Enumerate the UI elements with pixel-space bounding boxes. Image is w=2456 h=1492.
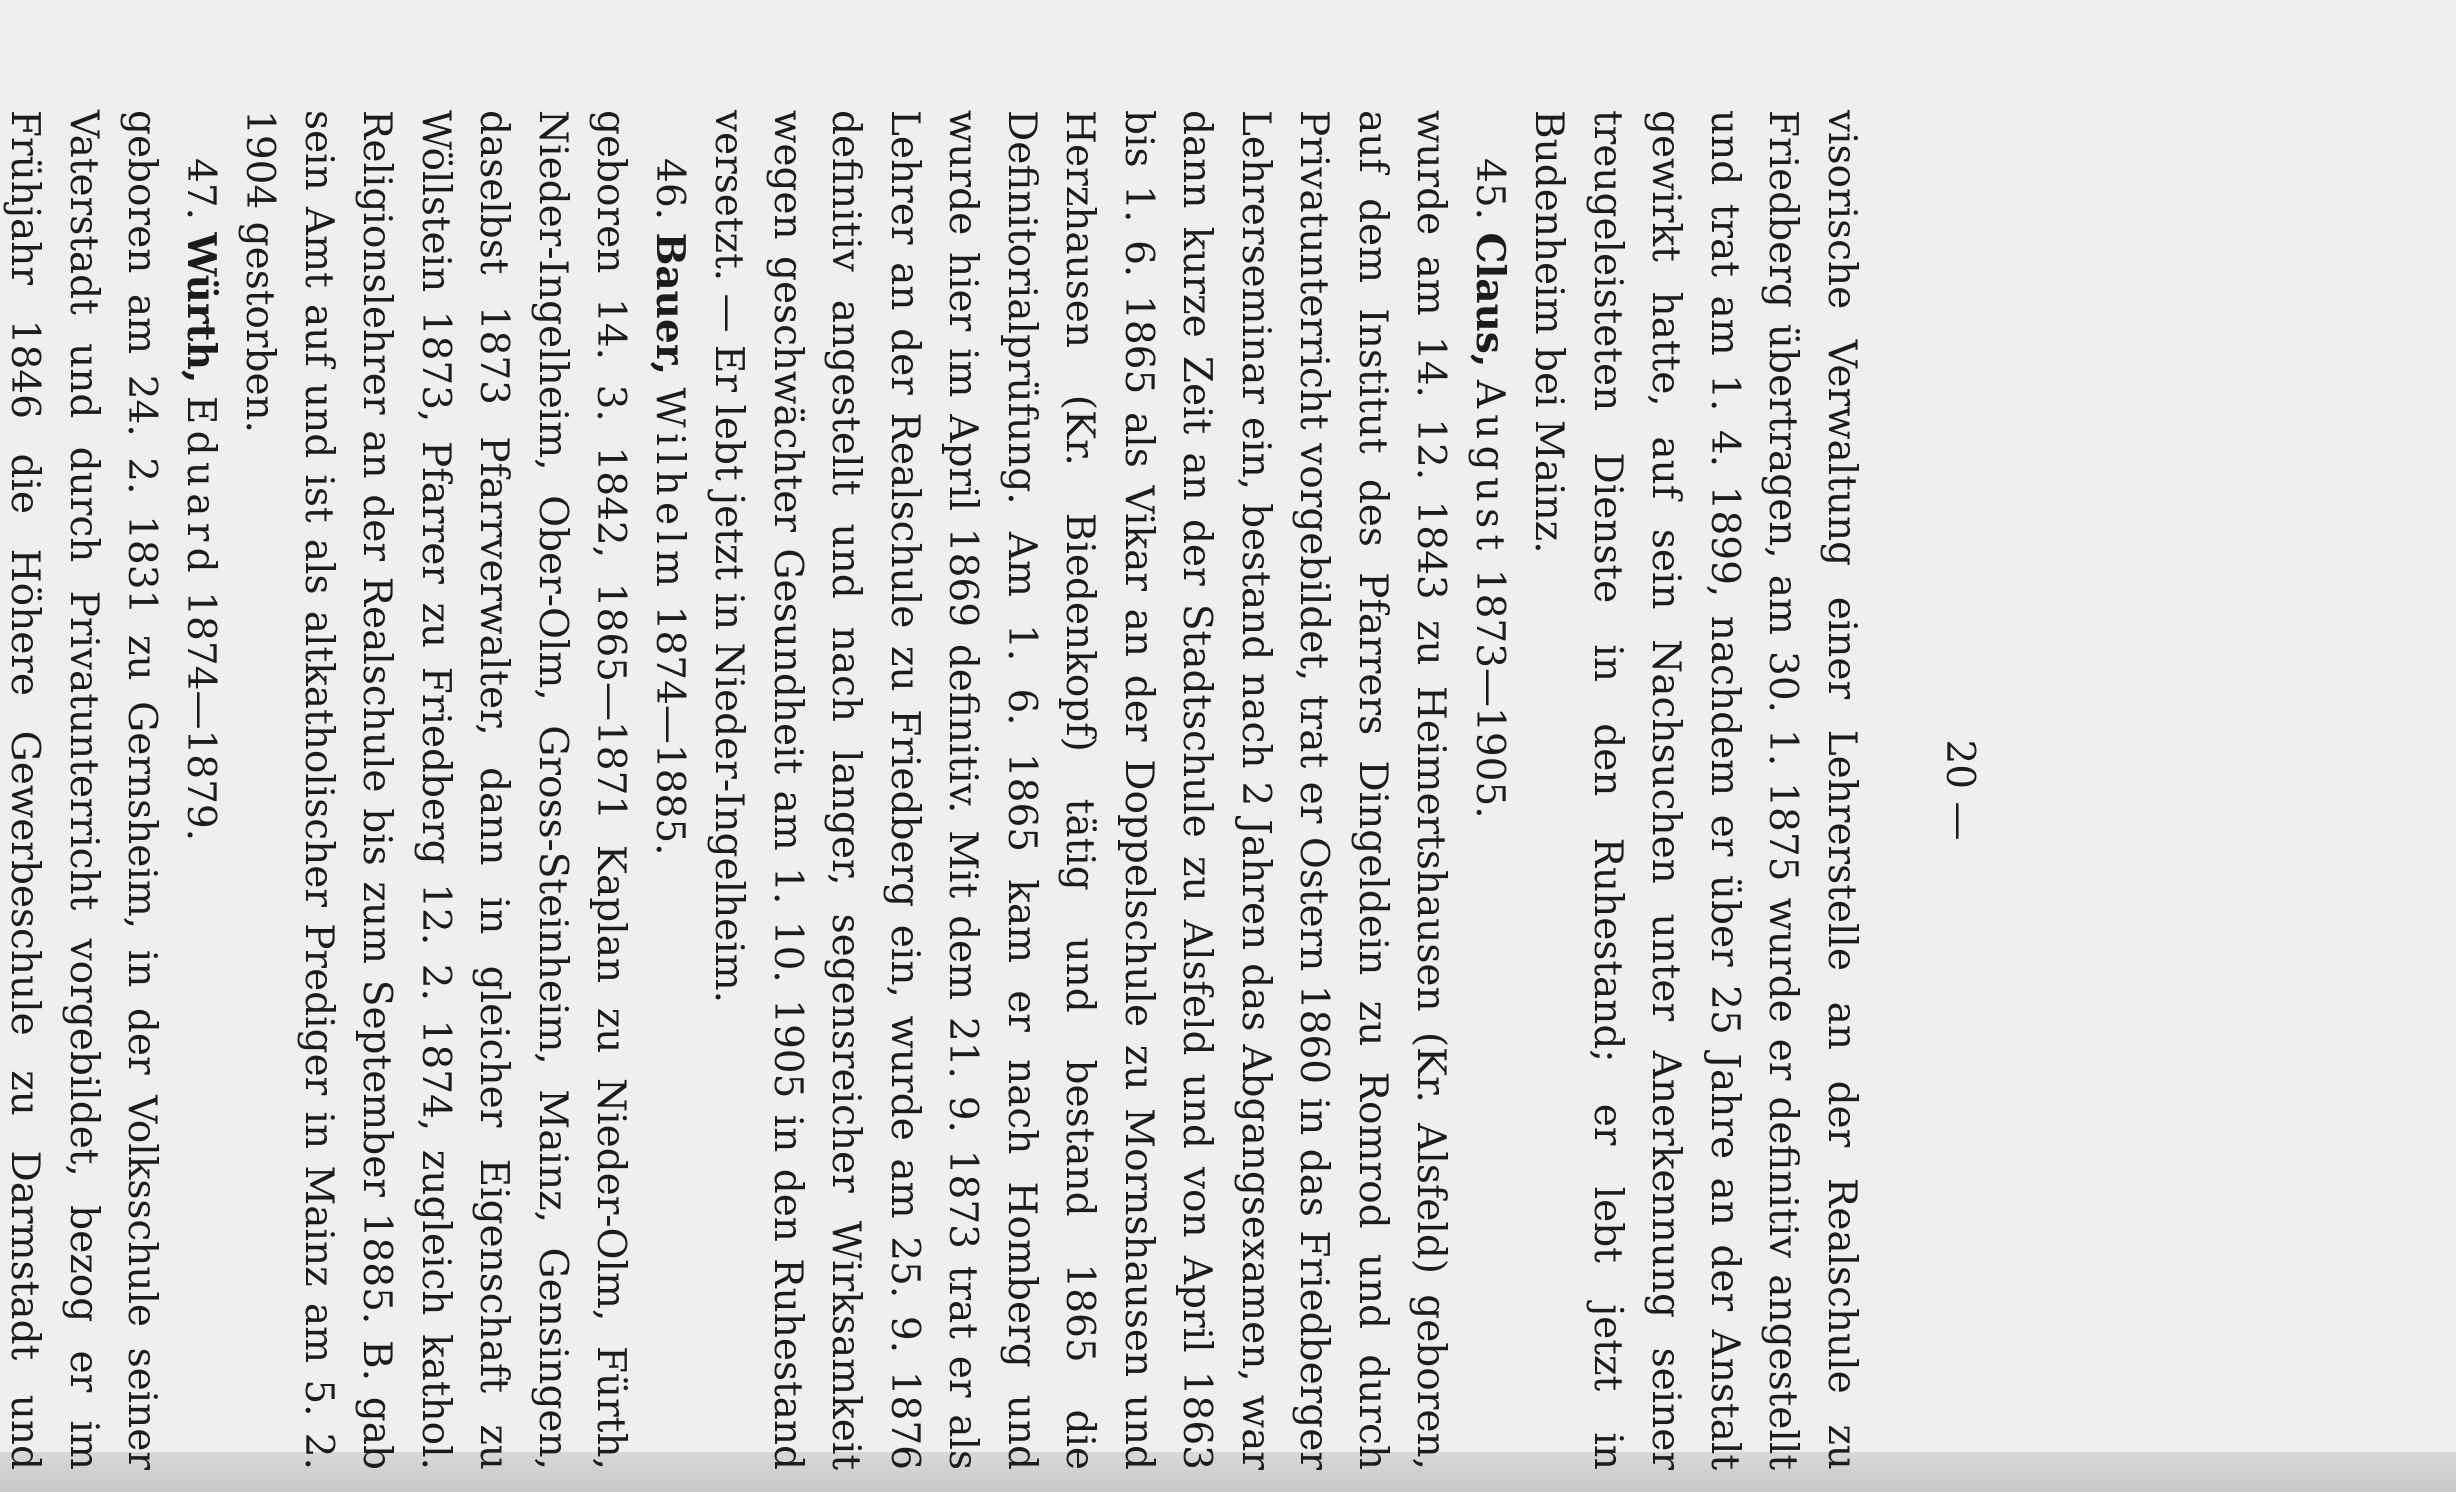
entry-number: 46.: [647, 158, 692, 221]
entry-bauer-text: [230, 110, 640, 1470]
entry-claus-text: [699, 110, 1460, 1470]
entry-text: visorische Verwaltung einer Lehrerstelle an der Realschule zu Friedberg übertragen, am 30. 1. 1875 wurde er definitiv angestellt und trat am 1. 4. 1899, nachdem er über 25 Jahre an der Anstalt gewirkt hatte, auf sein Nachsuchen unter Anerkennung seiner treugeleisteten Dienste in den Ruhestand; er lebt jetzt in Budenheim bei Mainz.: [1526, 110, 1864, 1470]
entry-text: geboren am 24. 2. 1831 zu Gernsheim, in der Volksschule seiner Vaterstadt und durch Privatunterricht vorgebildet, bezog er im Frühjahr 1846 die Höhere Gewerbeschule zu Darmstadt und: [2, 110, 165, 1470]
entry-wuerth-text: [0, 110, 171, 1470]
entry-years: 1874—1879.: [178, 591, 223, 842]
page-number: 20 —: [1937, 739, 1982, 841]
entry-number: 47.: [178, 158, 223, 221]
entry-wuerth: [171, 110, 231, 1470]
entry-given-name: August: [1467, 379, 1512, 557]
page-body: [0, 110, 1870, 1470]
entry-given-name: Eduard: [178, 395, 223, 579]
entry-bauer: [640, 110, 700, 1470]
entry-surname: Bauer,: [647, 232, 693, 376]
entry-claus: [1460, 110, 1520, 1470]
entry-years: 1873—1905.: [1467, 568, 1512, 819]
entry-given-name: Wilhelm: [647, 387, 692, 594]
entry-number: 45.: [1467, 158, 1512, 221]
document-page: [0, 110, 1988, 1470]
entry-surname: Claus,: [1467, 232, 1513, 368]
entry-years: 1874—1885.: [647, 605, 692, 856]
entry-text: wurde am 14. 12. 1843 zu Heimertshausen (Kr. Alsfeld) geboren, auf dem Institut des Pfarrers Dingeldein zu Romrod und durch Privatunterricht vorgebildet, trat er Ostern 1860 in das Friedberger Lehrerseminar ein, bestand nach 2 Jahren das Abgangsexamen, war dann kurze Zeit an der Stadtschule zu Alsfeld und von April 1863 bis 1. 6. 1865 als Vikar an der Doppelschule zu Mornshausen und Herzhausen (Kr. Biedenkopf) tätig und bestand 1865 die Definitorialprüfung. Am 1. 6. 1865 kam er nach Homberg und wurde hier im April 1869 definitiv. Mit dem 21. 9. 1873 trat er als Lehrer an der Realschule zu Friedberg ein, wurde am 25. 9. 1876 definitiv angestellt und nach langer, segensreicher Wirksamkeit wegen geschwächter Gesundheit am 1. 10. 1905 in den Ruhestand versetzt. — Er lebt jetzt in Nieder-Ingelheim.: [706, 110, 1454, 1470]
entry-text: geboren 14. 3. 1842, 1865—1871 Kaplan zu Nieder-Olm, Fürth, Nieder-Ingelheim, Ober-Olm, Gross-Steinheim, Mainz, Gensingen, daselbst 1873 Pfarrverwalter, dann in gleicher Eigenschaft zu Wöllstein 1873, Pfarrer zu Friedberg 12. 2. 1874, zugleich kathol. Religionslehrer an der Realschule bis zum September 1885. B. gab sein Amt auf und ist als altkatholischer Prediger in Mainz am 5. 2. 1904 gestorben.: [237, 110, 634, 1470]
entry-surname: Würth,: [178, 232, 224, 384]
entry-continuation: [1519, 110, 1870, 1470]
